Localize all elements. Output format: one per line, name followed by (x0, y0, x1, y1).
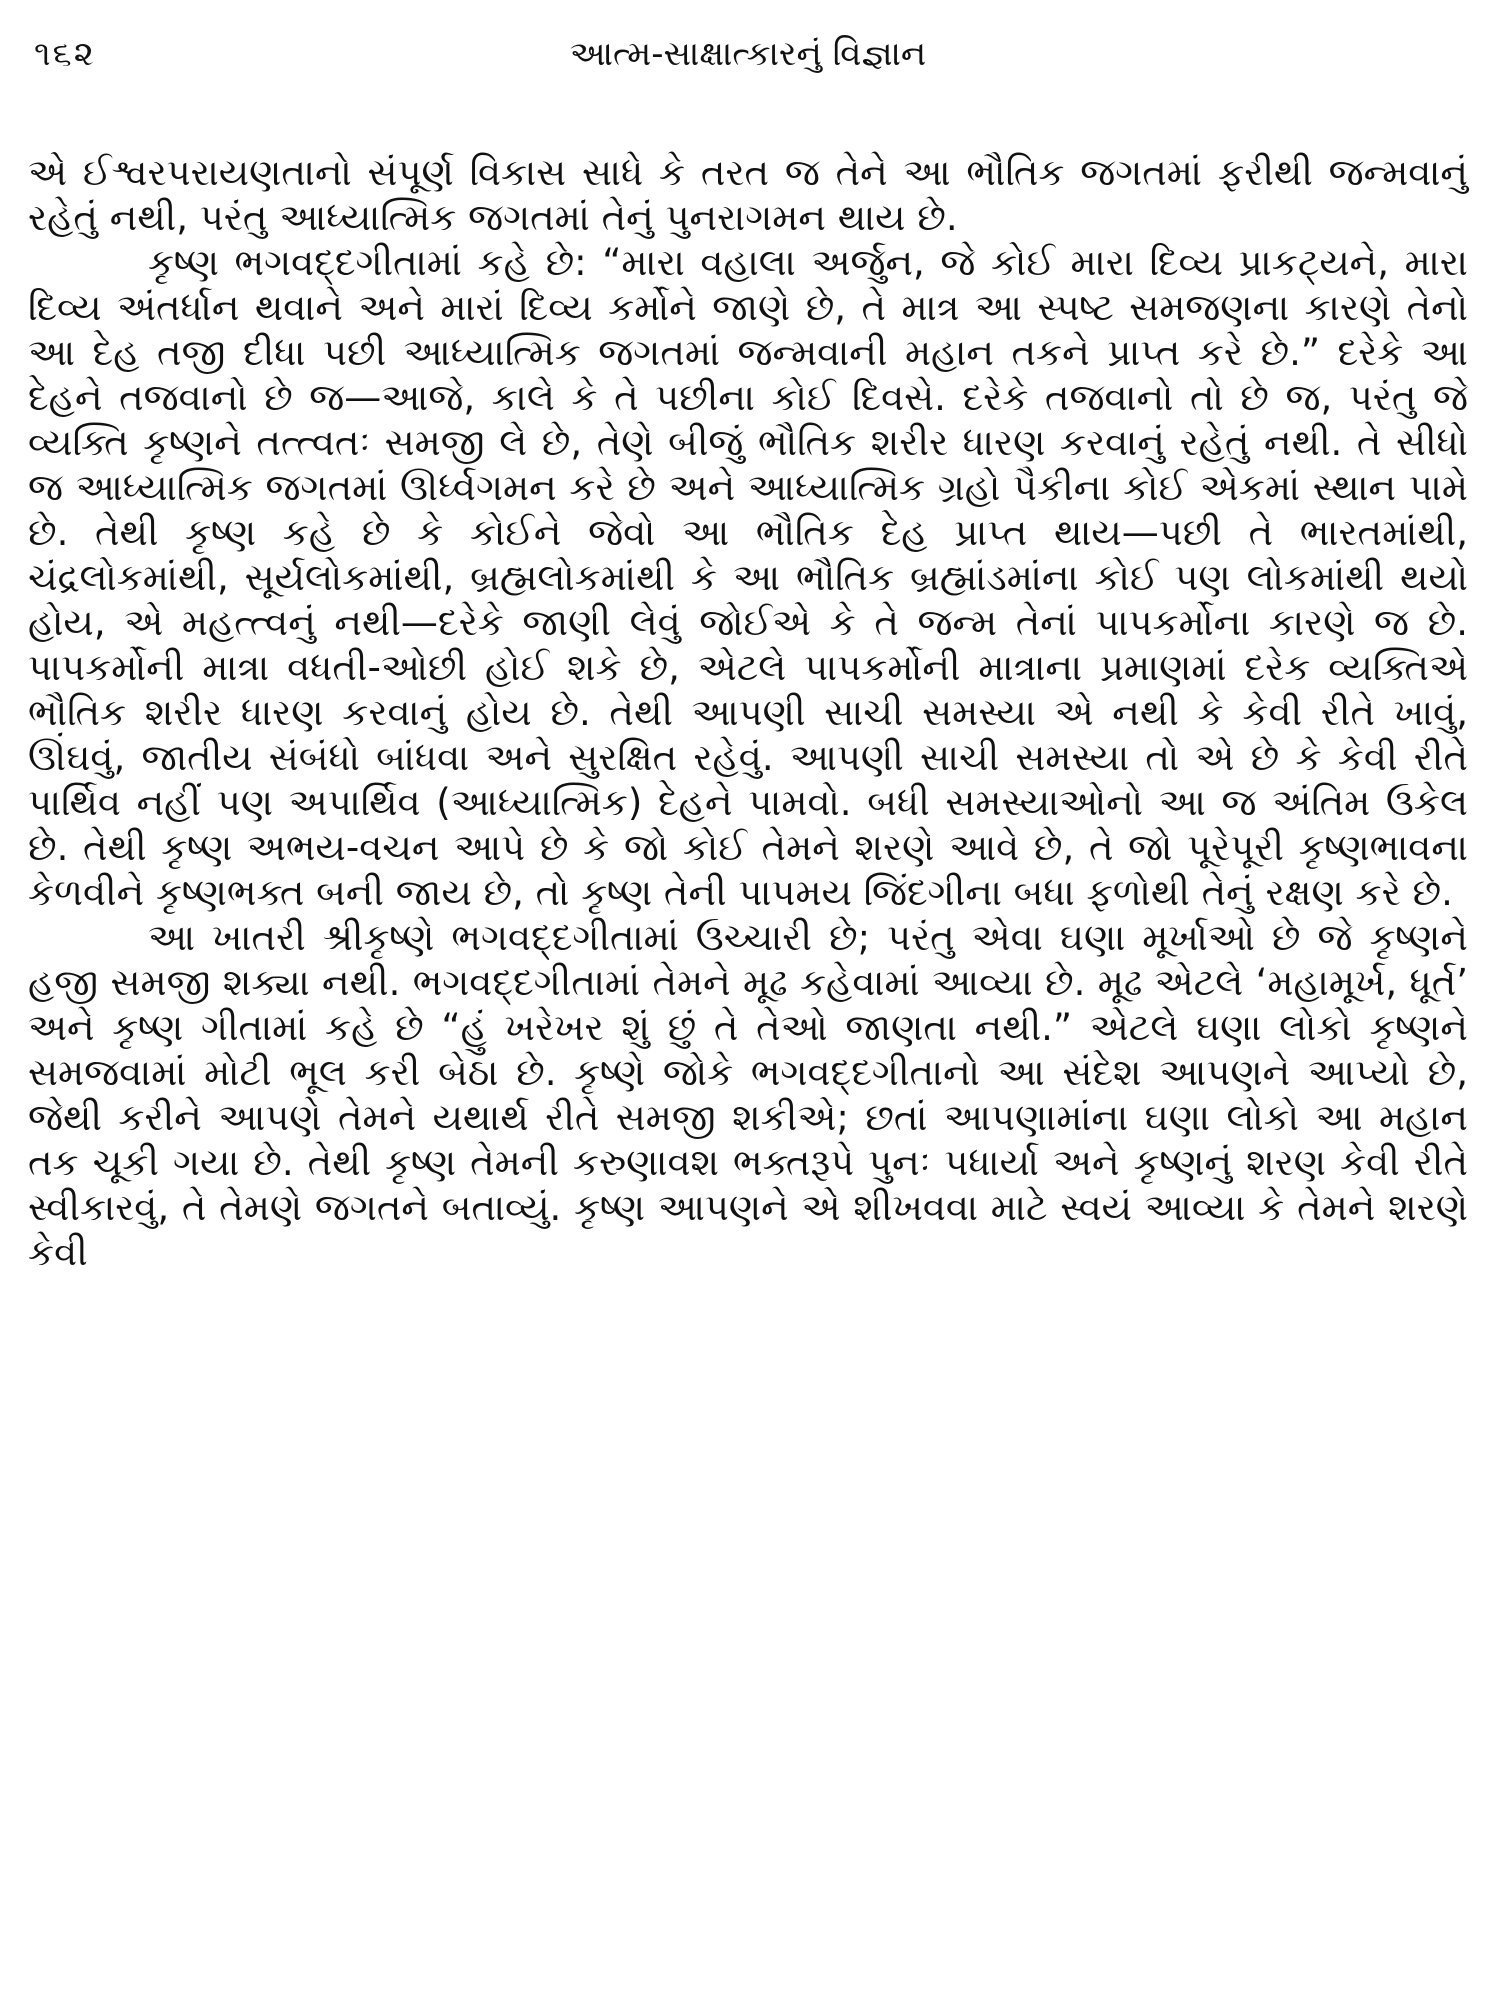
paragraph-1: એ ઈશ્વરપરાયણતાનો સંપૂર્ણ વિકાસ સાધે કે તરત જ તેને આ ભૌતિક જગતમાં ફરીથી જન્મવાનું રહેતું નથી, પરંતુ આધ્યાત્મિક જગતમાં તેનું પુનરાગમન થાય છે. (28, 151, 1468, 239)
body-text (28, 150, 1468, 1275)
book-title: આત્મ-સાક્ષાત્કારનું વિજ્ઞાન (569, 34, 927, 74)
page-number: ૧૬૨ (34, 34, 96, 74)
paragraph-2: કૃષ્ણ ભગવદ્દગીતામાં કહે છે: “મારા વહાલા અર્જુન, જે કોઈ મારા દિવ્ય પ્રાકટ્યને, મારા દિવ્ય અંતર્ધાન થવાને અને મારાં દિવ્ય કર્મોને જાણે છે, તે માત્ર આ સ્પષ્ટ સમજણના કારણે તેનો આ દેહ તજી દીધા પછી આધ્યાત્મિક જગતમાં જન્મવાની મહાન તકને પ્રાપ્ત કરે છે.” દરેકે આ દેહને તજવાનો છે જ—આજે, કાલે કે તે પછીના કોઈ દિવસે. દરેકે તજવાનો તો છે જ, પરંતુ જે વ્યક્તિ કૃષ્ણને તત્ત્વતઃ સમજી લે છે, તેણે બીજું ભૌતિક શરીર ધારણ કરવાનું રહેતું નથી. તે સીધો જ આધ્યાત્મિક જગતમાં ઊર્ધ્વગમન કરે છે અને આધ્યાત્મિક ગ્રહો પૈકીના કોઈ એકમાં સ્થાન પામે છે. તેથી કૃષ્ણ કહે છે કે કોઈને જેવો આ ભૌતિક દેહ પ્રાપ્ત થાય—પછી તે ભારતમાંથી, ચંદ્રલોકમાંથી, સૂર્યલોકમાંથી, બ્રહ્મલોકમાંથી કે આ ભૌતિક બ્રહ્માંડમાંના કોઈ પણ લોકમાંથી થયો હોય, એ મહત્ત્વનું નથી—દરેકે જાણી લેવું જોઈએ કે તે જન્મ તેનાં પાપકર્મોના કારણે જ છે. પાપકર્મોની માત્રા વધતી-ઓછી હોઈ શકે છે, એટલે પાપકર્મોની માત્રાના પ્રમાણમાં દરેક વ્યક્તિએ ભૌતિક શરીર ધારણ કરવાનું હોય છે. તેથી આપણી સાચી સમસ્યા એ નથી કે કેવી રીતે ખાવું, ઊંઘવું, જાતીય સંબંધો બાંધવા અને સુરક્ષિત રહેવું. આપણી સાચી સમસ્યા તો એ છે કે કેવી રીતે પાર્થિવ નહીં પણ અપાર્થિવ (આધ્યાત્મિક) દેહને પામવો. બધી સમસ્યાઓનો આ જ અંતિમ ઉકેલ છે. તેથી કૃષ્ણ અભય-વચન આપે છે કે જો કોઈ તેમને શરણે આવે છે, તે જો પૂરેપૂરી કૃષ્ણભાવના કેળવીને કૃષ્ણભક્ત બની જાય છે, તો કૃષ્ણ તેની પાપમય જિંદગીના બધા ફળોથી તેનું રક્ષણ કરે છે. (28, 241, 1468, 914)
paragraph-3: આ ખાતરી શ્રીકૃષ્ણે ભગવદ્દગીતામાં ઉચ્ચારી છે; પરંતુ એવા ઘણા મૂર્ખાઓ છે જે કૃષ્ણને હજી સમજી શક્યા નથી. ભગવદ્દગીતામાં તેમને મૂઢ કહેવામાં આવ્યા છે. મૂઢ એટલે ‘મહામૂર્ખ, ધૂર્ત’ અને કૃષ્ણ ગીતામાં કહે છે “હું ખરેખર શું છું તે તેઓ જાણતા નથી.” એટલે ઘણા લોકો કૃષ્ણને સમજવામાં મોટી ભૂલ કરી બેઠા છે. કૃષ્ણે જોકે ભગવદ્દગીતાનો આ સંદેશ આપણને આપ્યો છે, જેથી કરીને આપણે તેમને યથાર્થ રીતે સમજી શકીએ; છતાં આપણામાંના ઘણા લોકો આ મહાન તક ચૂકી ગયા છે. તેથી કૃષ્ણ તેમની કરુણાવશ ભક્તરૂપે પુનઃ પધાર્યા અને કૃષ્ણનું શરણ કેવી રીતે સ્વીકારવું, તે તેમણે જગતને બતાવ્યું. કૃષ્ણ આપણને એ શીખવવા માટે સ્વયં આવ્યા કે તેમને શરણે કેવી (28, 916, 1468, 1274)
book-page (28, 0, 1468, 2000)
running-header (28, 26, 1468, 100)
